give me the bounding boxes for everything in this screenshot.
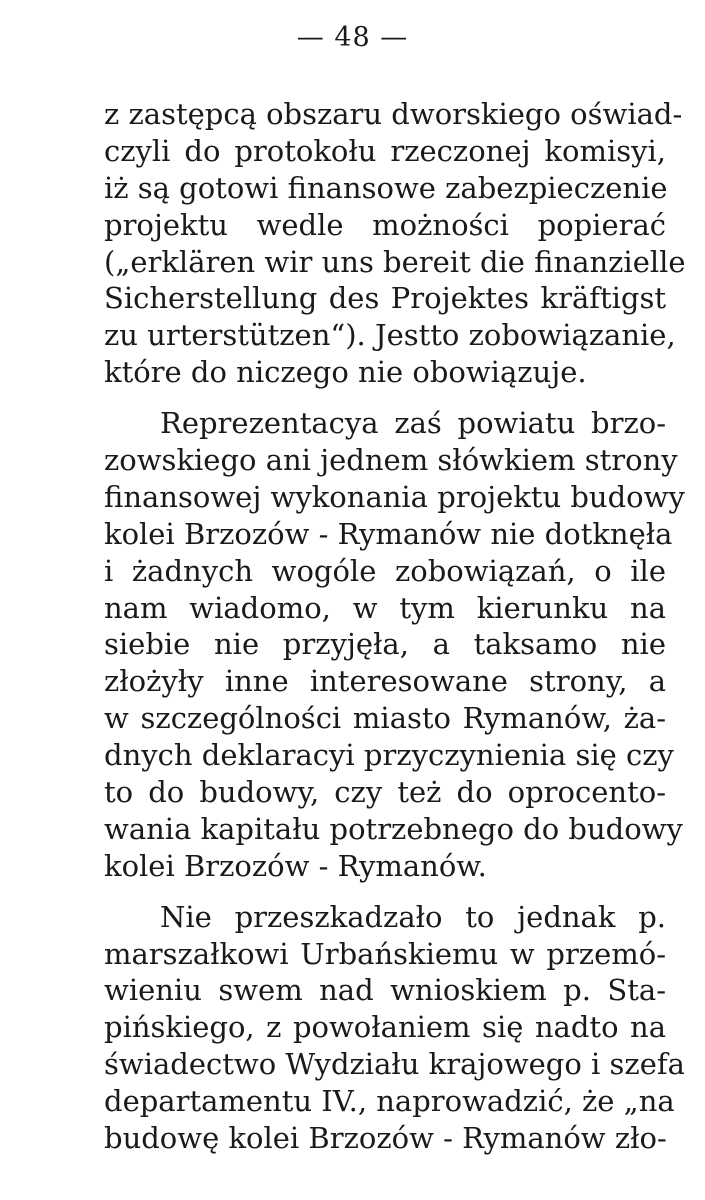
text-line: wieniu swem nad wnioskiem p. Sta-: [104, 973, 666, 1008]
paragraph: [104, 96, 686, 391]
text-line: które do niczego nie obowiązuje.: [104, 355, 587, 390]
text-line: Reprezentacya zaś powiatu brzo-: [160, 406, 666, 441]
text-line: marszałkowi Urbańskiemu w przemó-: [104, 936, 666, 971]
paragraph-gap: [104, 391, 666, 405]
text-line: w szczególności miasto Rymanów, ża-: [104, 701, 666, 736]
text-line: złożyły inne interesowane strony, a: [104, 664, 666, 699]
text-line: departamentu IV., naprowadzić, że „na: [104, 1084, 675, 1119]
text-line: („erklären wir uns bereit die finanzielle: [104, 244, 686, 279]
text-line: budowę kolei Brzozów - Rymanów zło-: [104, 1121, 667, 1156]
text-line: kolei Brzozów - Rymanów.: [104, 848, 487, 883]
text-line: pińskiego, z powołaniem się nadto na: [104, 1010, 666, 1045]
paragraph: [104, 899, 685, 1157]
text-line: czyli do protokołu rzeczonej komisyi,: [104, 133, 666, 168]
text-line: świadectwo Wydziału krajowego i szefa: [104, 1047, 685, 1082]
paragraph: [104, 405, 685, 885]
text-line: zowskiego ani jednem słówkiem strony: [104, 443, 678, 478]
body-text: [104, 96, 686, 1157]
text-line: siebie nie przyjęła, a taksamo nie: [104, 627, 666, 662]
text-line: i żadnych wogóle zobowiązań, o ile: [104, 553, 666, 588]
text-line: z zastępcą obszaru dworskiego oświad-: [104, 97, 683, 131]
text-line: dnych deklaracyi przyczynienia się czy: [104, 738, 674, 773]
text-line: Nie przeszkadzało to jednak p.: [160, 899, 666, 934]
text-line: Sicherstellung des Projektes kräftigst: [104, 281, 666, 316]
text-line: iż są gotowi finansowe zabezpieczenie: [104, 170, 668, 205]
text-line: finansowej wykonania projektu budowy: [104, 479, 685, 514]
paragraph-gap: [104, 885, 666, 899]
text-line: kolei Brzozów - Rymanów nie dotknęła: [104, 516, 673, 551]
text-line: nam wiadomo, w tym kierunku na: [104, 590, 666, 625]
text-line: wania kapitału potrzebnego do budowy: [104, 811, 683, 846]
text-line: zu urterstützen“). Jestto zobowiązanie,: [104, 318, 676, 353]
text-line: projektu wedle możności popierać: [104, 207, 666, 242]
page-number: — 48 —: [296, 22, 409, 53]
text-line: to do budowy, czy też do oprocento-: [104, 775, 666, 810]
